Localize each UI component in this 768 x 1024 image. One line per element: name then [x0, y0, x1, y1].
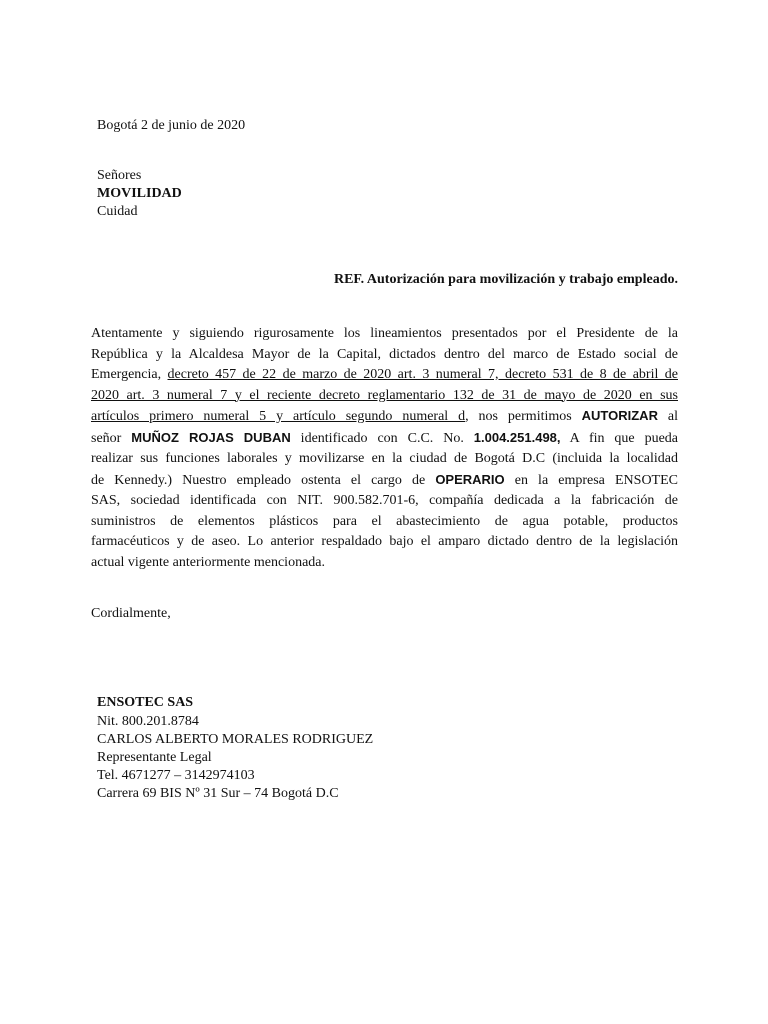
body-line: [91, 449, 678, 470]
body-line: [91, 365, 678, 386]
body-text-segment: señor: [91, 430, 132, 446]
body-text-segment: al: [657, 409, 678, 424]
employee-name: MUÑOZ ROJAS DUBAN: [131, 429, 291, 445]
signature-signer: CARLOS ALBERTO MORALES RODRIGUEZ: [97, 732, 374, 747]
body-text-segment: actual vigente anteriormente mencionada.: [91, 554, 326, 570]
body-text-segment: Emergencia,: [91, 367, 168, 382]
body-text-segment: República y la Alcaldesa Mayor de la Capital, dictados dentro del marco de Estado social de: [91, 346, 678, 362]
signature-address: Carrera 69 BIS Nº 31 Sur – 74 Bogotá D.C: [97, 786, 339, 801]
body-text-segment: farmacéuticos y de aseo. Lo anterior respaldado bajo el amparo dictado dentro de la legislación: [91, 534, 678, 549]
signature-phone: Tel. 4671277 – 3142974103: [97, 768, 255, 783]
decree-reference: 2020 art. 3 numeral 7 y el reciente decreto reglamentario 132 de 31 de mayo de 2020 en sus: [91, 387, 678, 403]
closing: Cordialmente,: [91, 606, 171, 621]
body-line: [91, 406, 678, 428]
body-line: [91, 386, 678, 407]
body-line: [91, 553, 678, 574]
signature-nit: Nit. 800.201.8784: [97, 714, 199, 729]
body-line: [91, 428, 678, 450]
authorize-keyword: AUTORIZAR: [581, 408, 658, 423]
recipient-salutation: Señores: [97, 168, 142, 183]
body-line: [91, 345, 678, 366]
decree-reference: decreto 457 de 22 de marzo de 2020 art. 3 numeral 7, decreto 531 de 8 de abril de: [167, 367, 678, 382]
signature-role: Representante Legal: [97, 750, 212, 765]
letter-body: [91, 324, 678, 573]
decree-reference: artículos primero numeral 5 y artículo segundo numeral d: [91, 409, 466, 424]
body-line: [91, 512, 678, 533]
body-line: [91, 470, 678, 492]
body-text-segment: en la empresa ENSOTEC: [504, 472, 678, 488]
body-text-segment: SAS, sociedad identificada con NIT. 900.582.701-6, compañía dedicada a la fabricación de: [91, 493, 678, 508]
body-text-segment: realizar sus funciones laborales y movilizarse en la ciudad de Bogotá D.C (incluida la localidad: [91, 451, 678, 466]
signature-company: ENSOTEC SAS: [97, 695, 194, 710]
body-line: [91, 532, 678, 553]
body-text-segment: de Kennedy.) Nuestro empleado ostenta el cargo de: [91, 472, 436, 488]
body-line: [91, 324, 678, 345]
reference-line: REF. Autorización para movilización y trabajo empleado.: [333, 272, 678, 287]
employee-role: OPERARIO: [435, 471, 505, 487]
employee-id: 1.004.251.498,: [473, 429, 561, 445]
body-text-segment: suministros de elementos plásticos para el abastecimiento de agua potable, productos: [91, 513, 678, 529]
recipient-name: MOVILIDAD: [97, 186, 182, 201]
body-text-segment: Atentamente y siguiendo rigurosamente los lineamientos presentados por el Presidente de la: [91, 326, 678, 341]
body-text-segment: identificado con C.C. No.: [290, 430, 474, 446]
body-text-segment: A fin que pueda: [560, 430, 678, 446]
body-line: [91, 491, 678, 512]
date-line: Bogotá 2 de junio de 2020: [97, 118, 246, 133]
recipient-city: Cuidad: [97, 204, 138, 219]
body-text-segment: , nos permitimos: [465, 409, 582, 424]
